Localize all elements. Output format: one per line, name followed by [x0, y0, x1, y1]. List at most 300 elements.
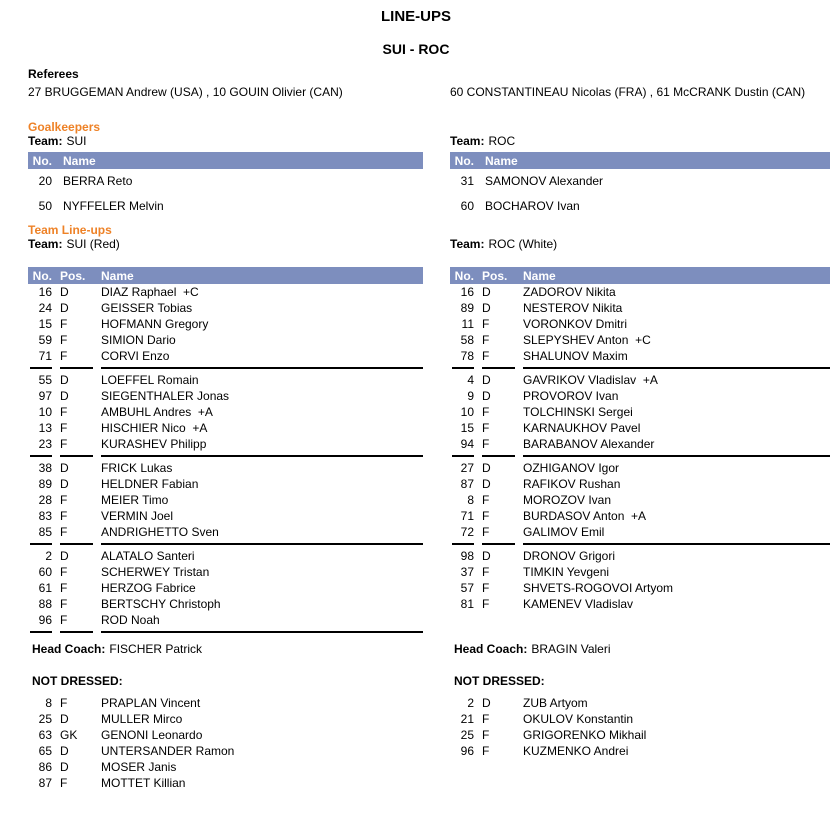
player-position: D — [482, 389, 491, 403]
player-number: 27 — [460, 461, 474, 475]
player-row — [450, 404, 830, 420]
player-name: SAMONOV Alexander — [485, 174, 604, 188]
goalkeeper-row — [450, 194, 830, 219]
player-row — [450, 372, 830, 388]
player-row — [450, 388, 830, 404]
separator-line — [482, 543, 515, 545]
player-name: KAMENEV Vladislav — [523, 597, 634, 611]
separator-line — [101, 455, 423, 457]
goalkeeper-rows — [28, 169, 423, 219]
player-row — [450, 476, 830, 492]
player-name: ALATALO Santeri — [101, 549, 195, 563]
player-position: F — [60, 509, 68, 523]
matchup-title: SUI - ROC — [382, 41, 450, 57]
player-number: 38 — [38, 461, 52, 475]
team-line-roc — [450, 134, 830, 149]
player-number: 25 — [38, 712, 52, 726]
player-name: VORONKOV Dmitri — [523, 317, 628, 331]
separator-line — [482, 455, 515, 457]
player-name: SIEGENTHALER Jonas — [101, 389, 230, 403]
player-number: 89 — [38, 477, 52, 491]
player-number: 61 — [38, 581, 52, 595]
player-name: BARABANOV Alexander — [523, 437, 655, 451]
player-row — [450, 348, 830, 364]
player-position: F — [60, 597, 68, 611]
goalkeepers-table-sui — [28, 134, 423, 219]
player-row — [450, 460, 830, 476]
player-name: AMBUHL Andres +A — [101, 405, 213, 419]
team-lineups-heading: Team Line-ups — [28, 223, 112, 237]
player-position: D — [60, 461, 69, 475]
player-number: 65 — [38, 744, 52, 758]
team-label: Team: — [450, 237, 485, 251]
lineup-table-sui — [28, 267, 423, 636]
player-row — [450, 284, 830, 300]
player-number: 11 — [461, 317, 474, 331]
player-name: MOROZOV Ivan — [523, 493, 612, 507]
player-number: 96 — [460, 744, 474, 758]
player-row — [28, 596, 423, 612]
player-row — [450, 727, 830, 743]
player-number: 87 — [38, 776, 52, 790]
goalkeeper-row — [450, 169, 830, 194]
separator-line — [452, 455, 474, 457]
separator-line — [30, 367, 52, 369]
player-row — [28, 759, 423, 775]
separator-line — [523, 455, 830, 457]
player-name: LOEFFEL Romain — [101, 373, 199, 387]
not-dressed-heading-roc: NOT DRESSED: — [454, 674, 545, 688]
player-row — [450, 695, 830, 711]
player-position: D — [60, 760, 69, 774]
player-row — [28, 404, 423, 420]
player-position: F — [482, 421, 490, 435]
player-row — [28, 388, 423, 404]
player-name: UNTERSANDER Ramon — [101, 744, 235, 758]
team-value: ROC — [488, 134, 516, 148]
player-number: 24 — [38, 301, 52, 315]
player-row — [450, 524, 830, 540]
group-separator — [450, 452, 830, 460]
player-position: D — [482, 461, 491, 475]
player-position: F — [482, 333, 490, 347]
player-number: 85 — [38, 525, 52, 539]
player-row — [28, 508, 423, 524]
player-row — [28, 711, 423, 727]
column-header-name: Name — [523, 268, 556, 283]
player-row — [28, 524, 423, 540]
referees-heading: Referees — [28, 67, 79, 81]
player-name: ZUB Artyom — [523, 696, 588, 710]
player-position: F — [60, 405, 68, 419]
player-row — [28, 284, 423, 300]
player-number: 16 — [460, 285, 474, 299]
player-name: KARNAUKHOV Pavel — [523, 421, 641, 435]
player-position: F — [60, 776, 68, 790]
player-row — [28, 775, 423, 791]
player-position: D — [482, 549, 491, 563]
player-name: GEISSER Tobias — [101, 301, 193, 315]
player-number: 60 — [38, 565, 52, 579]
column-header-no: No. — [32, 153, 52, 168]
column-header-name: Name — [485, 153, 518, 168]
separator-line — [60, 367, 93, 369]
player-position: F — [60, 493, 68, 507]
player-number: 59 — [38, 333, 52, 347]
column-header-no: No. — [32, 268, 52, 283]
goalkeepers-section — [28, 134, 830, 219]
lineup-group-1 — [28, 284, 423, 364]
not-dressed-rows-sui — [28, 695, 423, 791]
goalkeeper-row — [28, 169, 423, 194]
player-number: 25 — [460, 728, 474, 742]
referee-list-right: 60 CONSTANTINEAU Nicolas (FRA) , 61 McCRANK Dustin (CAN) — [450, 85, 806, 99]
player-position: F — [482, 581, 490, 595]
player-number: 96 — [38, 613, 52, 627]
player-row — [450, 316, 830, 332]
player-row — [28, 612, 423, 628]
player-position: D — [60, 301, 69, 315]
player-number: 31 — [460, 174, 474, 188]
group-separator — [450, 540, 830, 548]
player-number: 9 — [467, 389, 474, 403]
player-name: PRAPLAN Vincent — [101, 696, 201, 710]
player-name: OKULOV Konstantin — [523, 712, 634, 726]
player-number: 58 — [460, 333, 474, 347]
separator-line — [30, 631, 52, 633]
player-row — [450, 711, 830, 727]
lineup-group-2 — [28, 372, 423, 452]
column-header-name: Name — [63, 153, 96, 168]
team-value: ROC (White) — [488, 237, 558, 251]
player-position: F — [60, 613, 68, 627]
player-row — [28, 492, 423, 508]
lineup-group-4-wrap — [450, 548, 830, 636]
player-row — [450, 580, 830, 596]
lineup-column-roc — [450, 237, 830, 791]
player-position: F — [482, 509, 490, 523]
player-name: MULLER Mirco — [101, 712, 183, 726]
player-number: 97 — [38, 389, 52, 403]
player-name: DRONOV Grigori — [523, 549, 616, 563]
player-number: 89 — [460, 301, 474, 315]
player-number: 13 — [38, 421, 52, 435]
separator-line — [482, 367, 515, 369]
team-label: Team: — [28, 237, 63, 251]
separator-line — [60, 543, 93, 545]
column-header-no: No. — [454, 153, 474, 168]
player-position: D — [60, 744, 69, 758]
player-name: MEIER Timo — [101, 493, 169, 507]
player-name: RAFIKOV Rushan — [523, 477, 621, 491]
player-row — [28, 743, 423, 759]
player-number: 15 — [38, 317, 52, 331]
player-number: 87 — [460, 477, 474, 491]
player-number: 23 — [38, 437, 52, 451]
player-position: F — [482, 493, 490, 507]
player-row — [28, 460, 423, 476]
player-number: 57 — [460, 581, 474, 595]
lineup-group-4 — [450, 548, 830, 612]
player-name: KUZMENKO Andrei — [523, 744, 629, 758]
lineup-group-3 — [450, 460, 830, 540]
player-position: F — [60, 349, 68, 363]
lineup-table-header — [450, 267, 830, 284]
separator-line — [60, 455, 93, 457]
table-bottom-rule — [28, 628, 423, 636]
player-number: 98 — [460, 549, 474, 563]
player-position: D — [60, 389, 69, 403]
separator-line — [523, 367, 830, 369]
player-name: TOLCHINSKI Sergei — [523, 405, 633, 419]
player-position: F — [60, 581, 68, 595]
not-dressed-rows-roc — [450, 695, 830, 759]
player-position: F — [60, 317, 68, 331]
team-line-sui — [28, 237, 423, 252]
player-row — [450, 596, 830, 612]
player-name: PROVOROV Ivan — [523, 389, 619, 403]
goalkeepers-table-roc — [450, 134, 830, 219]
player-row — [28, 564, 423, 580]
team-value: SUI — [66, 134, 87, 148]
referee-list-left: 27 BRUGGEMAN Andrew (USA) , 10 GOUIN Olivier (CAN) — [28, 85, 343, 99]
player-number: 94 — [460, 437, 474, 451]
separator-line — [523, 543, 830, 545]
player-row — [28, 727, 423, 743]
separator-line — [30, 455, 52, 457]
player-position: F — [60, 437, 68, 451]
player-number: 71 — [38, 349, 52, 363]
head-coach-line-sui — [28, 642, 423, 657]
player-position: F — [60, 525, 68, 539]
player-name: DIAZ Raphael +C — [101, 285, 199, 299]
player-position: D — [60, 477, 69, 491]
goalkeepers-heading: Goalkeepers — [28, 120, 101, 134]
separator-line — [60, 631, 93, 633]
goalkeeper-row — [28, 194, 423, 219]
player-position: F — [482, 728, 490, 742]
player-number: 81 — [460, 597, 474, 611]
player-number: 55 — [38, 373, 52, 387]
not-dressed-heading-sui: NOT DRESSED: — [32, 674, 123, 688]
team-label: Team: — [28, 134, 63, 148]
head-coach-name: BRAGIN Valeri — [531, 642, 611, 656]
player-number: 21 — [460, 712, 474, 726]
player-number: 63 — [38, 728, 52, 742]
player-name: CORVI Enzo — [101, 349, 170, 363]
player-position: D — [60, 373, 69, 387]
player-row — [28, 436, 423, 452]
head-coach-label: Head Coach: — [454, 642, 528, 656]
player-position: D — [60, 712, 69, 726]
separator-line — [101, 631, 423, 633]
player-name: SHVETS-ROGOVOI Artyom — [523, 581, 674, 595]
player-number: 10 — [460, 405, 474, 419]
column-header-pos: Pos. — [482, 268, 508, 283]
team-value: SUI (Red) — [66, 237, 120, 251]
lineup-table-roc — [450, 267, 830, 636]
player-number: 16 — [38, 285, 52, 299]
player-row — [28, 372, 423, 388]
goalkeeper-rows — [450, 169, 830, 219]
player-position: F — [60, 333, 68, 347]
player-name: GENONI Leonardo — [101, 728, 203, 742]
player-number: 83 — [38, 509, 52, 523]
player-number: 72 — [460, 525, 474, 539]
player-name: HELDNER Fabian — [101, 477, 199, 491]
player-number: 8 — [45, 696, 52, 710]
player-position: F — [482, 565, 490, 579]
player-row — [450, 436, 830, 452]
player-name: SLEPYSHEV Anton +C — [523, 333, 651, 347]
player-row — [450, 743, 830, 759]
column-header-name: Name — [101, 268, 134, 283]
column-header-pos: Pos. — [60, 268, 86, 283]
player-number: 86 — [38, 760, 52, 774]
player-name: VERMIN Joel — [101, 509, 174, 523]
player-number: 15 — [460, 421, 474, 435]
player-name: OZHIGANOV Igor — [523, 461, 620, 475]
player-name: GAVRIKOV Vladislav +A — [523, 373, 658, 387]
player-position: D — [482, 696, 491, 710]
player-position: F — [482, 597, 490, 611]
player-row — [28, 316, 423, 332]
lineup-group-2 — [450, 372, 830, 452]
player-position: F — [60, 696, 68, 710]
player-name: HOFMANN Gregory — [101, 317, 209, 331]
player-position: F — [482, 437, 490, 451]
player-number: 37 — [460, 565, 474, 579]
player-name: BOCHAROV Ivan — [485, 199, 580, 213]
player-name: BERTSCHY Christoph — [101, 597, 221, 611]
lineup-group-3 — [28, 460, 423, 540]
player-row — [28, 580, 423, 596]
player-name: ROD Noah — [101, 613, 160, 627]
separator-line — [101, 367, 423, 369]
player-number: 20 — [38, 174, 52, 188]
team-line-roc — [450, 237, 830, 252]
group-separator — [28, 452, 423, 460]
head-coach-name: FISCHER Patrick — [109, 642, 203, 656]
player-name: HISCHIER Nico +A — [101, 421, 208, 435]
player-row — [28, 300, 423, 316]
separator-line — [101, 543, 423, 545]
head-coach-label: Head Coach: — [32, 642, 106, 656]
separator-line — [452, 543, 474, 545]
player-name: SHALUNOV Maxim — [523, 349, 628, 363]
player-position: F — [60, 565, 68, 579]
player-position: F — [60, 421, 68, 435]
player-row — [28, 420, 423, 436]
player-name: ZADOROV Nikita — [523, 285, 616, 299]
player-number: 2 — [467, 696, 474, 710]
group-separator — [450, 364, 830, 372]
player-position: F — [482, 744, 490, 758]
player-row — [28, 476, 423, 492]
player-position: D — [60, 285, 69, 299]
player-name: MOTTET Killian — [101, 776, 186, 790]
player-name: HERZOG Fabrice — [101, 581, 196, 595]
player-name: GALIMOV Emil — [523, 525, 605, 539]
player-number: 60 — [460, 199, 474, 213]
player-row — [28, 548, 423, 564]
goalkeepers-table-header — [28, 152, 423, 169]
player-number: 71 — [460, 509, 474, 523]
player-number: 2 — [45, 549, 52, 563]
lineups-document — [0, 8, 832, 791]
player-position: F — [482, 525, 490, 539]
referees-row — [28, 85, 830, 100]
team-lineups-section — [28, 237, 830, 791]
player-position: F — [482, 349, 490, 363]
player-position: F — [482, 317, 490, 331]
lineup-group-4-wrap — [28, 548, 423, 636]
group-separator — [28, 364, 423, 372]
player-row — [28, 695, 423, 711]
player-number: 28 — [38, 493, 52, 507]
team-line-sui — [28, 134, 423, 149]
lineup-group-1 — [450, 284, 830, 364]
player-position: D — [482, 285, 491, 299]
page-title: LINE-UPS — [380, 8, 451, 25]
head-coach-line-roc — [450, 642, 830, 657]
player-name: BURDASOV Anton +A — [523, 509, 647, 523]
player-row — [28, 332, 423, 348]
separator-line — [30, 543, 52, 545]
player-position: GK — [60, 728, 78, 742]
lineup-group-4 — [28, 548, 423, 628]
player-name: TIMKIN Yevgeni — [523, 565, 610, 579]
player-number: 10 — [38, 405, 52, 419]
player-number: 88 — [38, 597, 52, 611]
player-name: FRICK Lukas — [101, 461, 173, 475]
player-position: D — [482, 477, 491, 491]
lineup-table-header — [28, 267, 423, 284]
player-name: SIMION Dario — [101, 333, 176, 347]
team-label: Team: — [450, 134, 485, 148]
player-number: 4 — [467, 373, 474, 387]
player-position: D — [482, 301, 491, 315]
player-number: 8 — [467, 493, 474, 507]
player-name: NYFFELER Melvin — [63, 199, 164, 213]
player-row — [450, 564, 830, 580]
player-number: 78 — [460, 349, 474, 363]
goalkeepers-table-header — [450, 152, 830, 169]
group-separator — [28, 540, 423, 548]
player-name: GRIGORENKO Mikhail — [523, 728, 647, 742]
column-header-no: No. — [454, 268, 474, 283]
player-name: MOSER Janis — [101, 760, 177, 774]
player-name: NESTEROV Nikita — [523, 301, 623, 315]
player-name: SCHERWEY Tristan — [101, 565, 210, 579]
player-position: D — [482, 373, 491, 387]
player-row — [450, 332, 830, 348]
player-position: F — [482, 712, 490, 726]
player-row — [450, 508, 830, 524]
player-row — [28, 348, 423, 364]
player-row — [450, 548, 830, 564]
player-row — [450, 300, 830, 316]
player-row — [450, 492, 830, 508]
player-position: F — [482, 405, 490, 419]
player-name: ANDRIGHETTO Sven — [101, 525, 219, 539]
separator-line — [452, 367, 474, 369]
player-number: 50 — [38, 199, 52, 213]
player-name: KURASHEV Philipp — [101, 437, 207, 451]
player-position: D — [60, 549, 69, 563]
player-row — [450, 420, 830, 436]
player-name: BERRA Reto — [63, 174, 133, 188]
